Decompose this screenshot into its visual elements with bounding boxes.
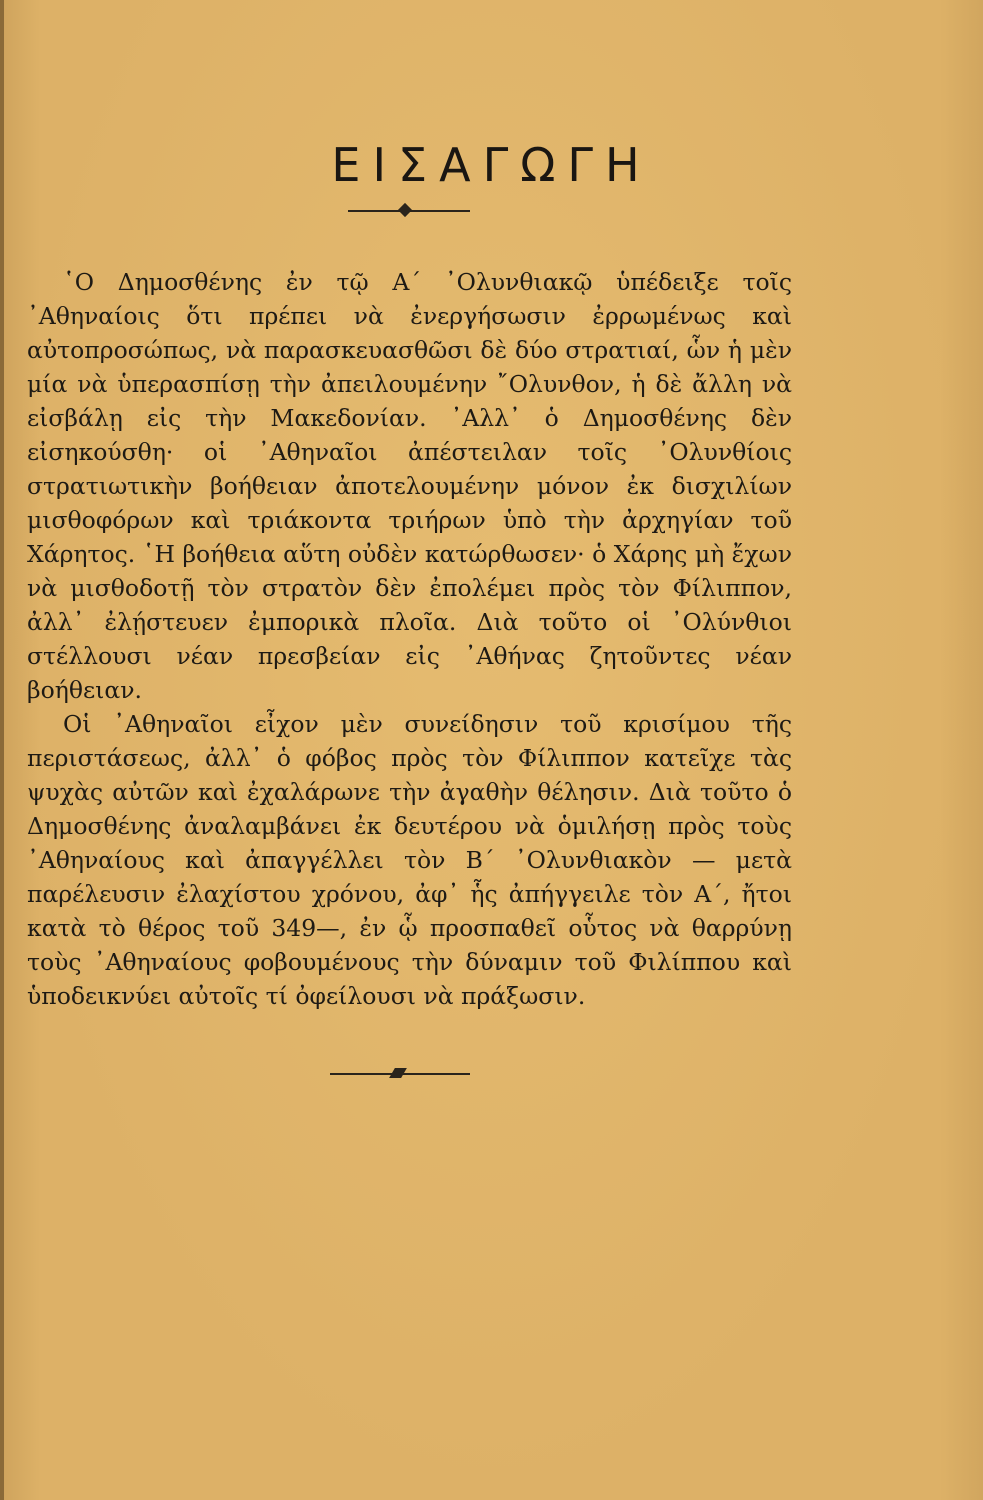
page-edge bbox=[0, 0, 4, 1500]
page-title: ΕΙΣΑΓΩΓΗ bbox=[331, 138, 652, 192]
body-text bbox=[27, 265, 792, 1013]
paragraph-1: ῾Ο Δημοσθένης ἐν τῷ Α´ ᾿Ολυνθιακῷ ὑπέδειξε τοῖς ᾿Αθηναίοις ὅτι πρέπει νὰ ἐνεργήσωσιν ἐρρωμένως καὶ αὐτοπροσώπως, νὰ παρασκευασθῶσι δὲ δύο στρατιαί, ὧν ἡ μὲν μία νὰ ὑπερασπίσῃ τὴν ἀπειλουμένην ῎Ολυνθον, ἡ δὲ ἄλλη νὰ εἰσβάλῃ εἰς τὴν Μακεδονίαν. ᾿Αλλ᾿ ὁ Δημοσθένης δὲν εἰσηκούσθη· οἱ ᾿Αθηναῖοι ἀπέστειλαν τοῖς ᾿Ολυνθίοις στρατιωτικὴν βοήθειαν ἀποτελουμένην μόνον ἐκ δισχιλίων μισθοφόρων καὶ τριάκοντα τριήρων ὑπὸ τὴν ἀρχηγίαν τοῦ Χάρητος. ῾Η βοήθεια αὕτη οὐδὲν κατώρθωσεν· ὁ Χάρης μὴ ἔχων νὰ μισθοδοτῇ τὸν στρατὸν δὲν ἐπολέμει πρὸς τὸν Φίλιππον, ἀλλ᾿ ἐλῄστευεν ἐμπορικὰ πλοῖα. Διὰ τοῦτο οἱ ᾿Ολύνθιοι στέλλουσι νέαν πρεσβείαν εἰς ᾿Αθήνας ζητοῦντες νέαν βοήθειαν. bbox=[27, 268, 792, 704]
top-divider-ornament bbox=[398, 203, 412, 217]
paragraph-2: Οἱ ᾿Αθηναῖοι εἶχον μὲν συνείδησιν τοῦ κρισίμου τῆς περιστάσεως, ἀλλ᾿ ὁ φόβος πρὸς τὸν Φίλιππον κατεῖχε τὰς ψυχὰς αὐτῶν καὶ ἐχαλάρωνε τὴν ἀγαθὴν θέλησιν. Διὰ τοῦτο ὁ Δημοσθένης ἀναλαμβάνει ἐκ δευτέρου νὰ ὁμιλήσῃ πρὸς τοὺς ᾿Αθηναίους καὶ ἀπαγγέλλει τὸν Β´ ᾿Ολυνθιακὸν — μετὰ παρέλευσιν ἐλαχίστου χρόνου, ἀφ᾿ ἧς ἀπήγγειλε τὸν Α´, ἤτοι κατὰ τὸ θέρος τοῦ 349—, ἐν ᾧ προσπαθεῖ οὗτος νὰ θαρρύνῃ τοὺς ᾿Αθηναίους φοβουμένους τὴν δύναμιν τοῦ Φιλίππου καὶ ὑποδεικνύει αὐτοῖς τί ὀφείλουσι νὰ πράξωσιν. bbox=[27, 710, 792, 1010]
